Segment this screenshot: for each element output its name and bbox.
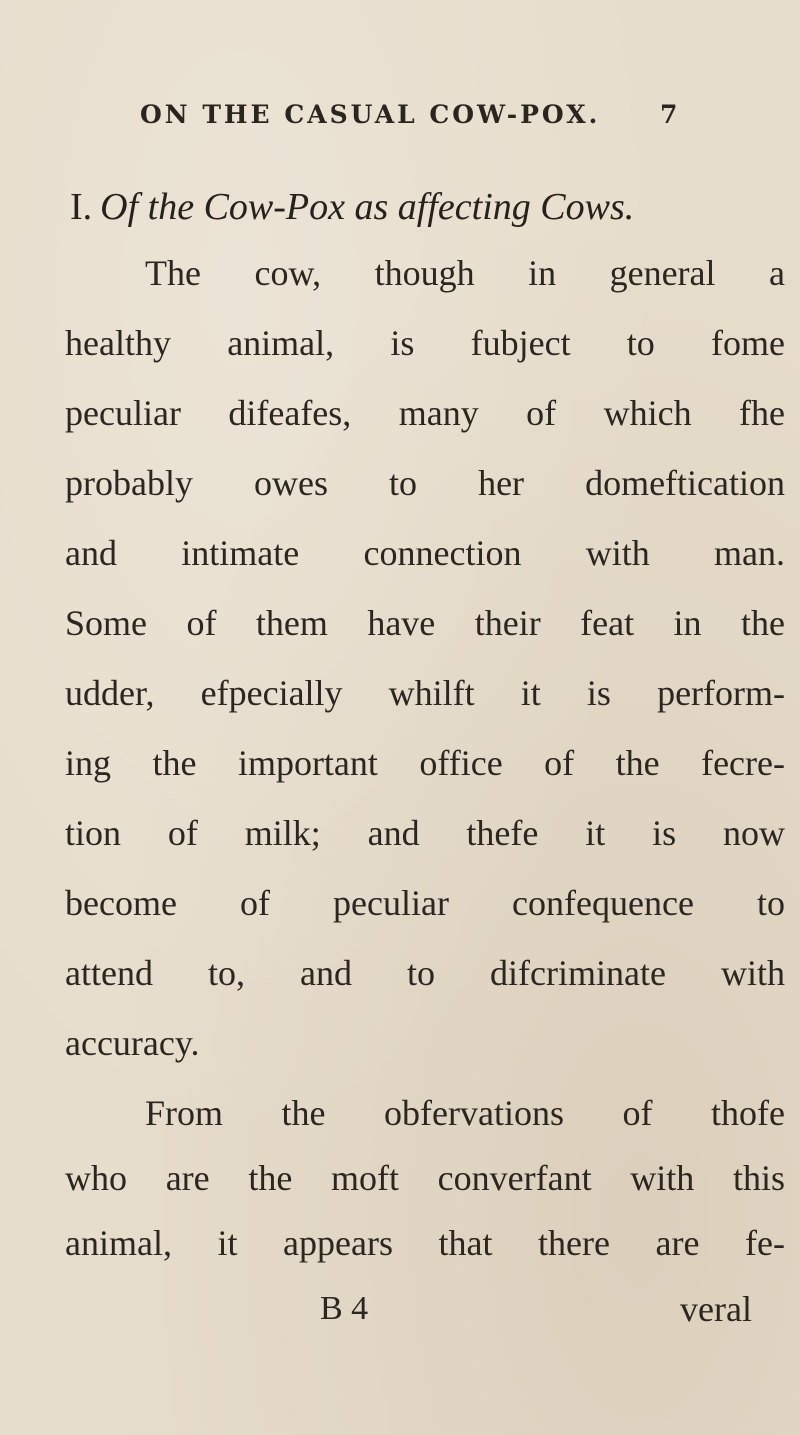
section-title: Of the Cow-Pox as affecting Cows.	[100, 186, 635, 228]
paragraph-1-line-5: and intimate connection with man.	[65, 533, 785, 573]
paragraph-1-line-7: udder, efpecially whilft it is perform-	[65, 673, 785, 713]
paragraph-1-line-2: healthy animal, is fubject to fome	[65, 323, 785, 363]
paragraph-1-line-3: peculiar difeafes, many of which fhe	[65, 393, 785, 433]
section-heading	[70, 185, 634, 229]
paragraph-1-line-9: tion of milk; and thefe it is now	[65, 813, 785, 853]
signature-mark: B 4	[320, 1290, 369, 1327]
paragraph-2-line-1: From the obfervations of thofe	[145, 1093, 785, 1133]
paragraph-1-line-4: probably owes to her domeftication	[65, 463, 785, 503]
running-head: ON THE CASUAL COW-POX.	[140, 100, 601, 129]
paragraph-1-line-12: accuracy.	[65, 1023, 200, 1063]
section-number: I.	[70, 186, 93, 228]
page-number: 7	[660, 100, 678, 129]
paragraph-2-line-2: who are the moft converfant with this	[65, 1158, 785, 1198]
catchword: veral	[680, 1289, 752, 1329]
paragraph-1-line-1: The cow, though in general a	[145, 253, 785, 293]
paragraph-1-line-6: Some of them have their feat in the	[65, 603, 785, 643]
paragraph-1-line-10: become of peculiar confequence to	[65, 883, 785, 923]
paragraph-1-line-11: attend to, and to difcriminate with	[65, 953, 785, 993]
paragraph-2-line-3: animal, it appears that there are fe-	[65, 1223, 785, 1263]
paragraph-1-line-8: ing the important office of the fecre-	[65, 743, 785, 783]
